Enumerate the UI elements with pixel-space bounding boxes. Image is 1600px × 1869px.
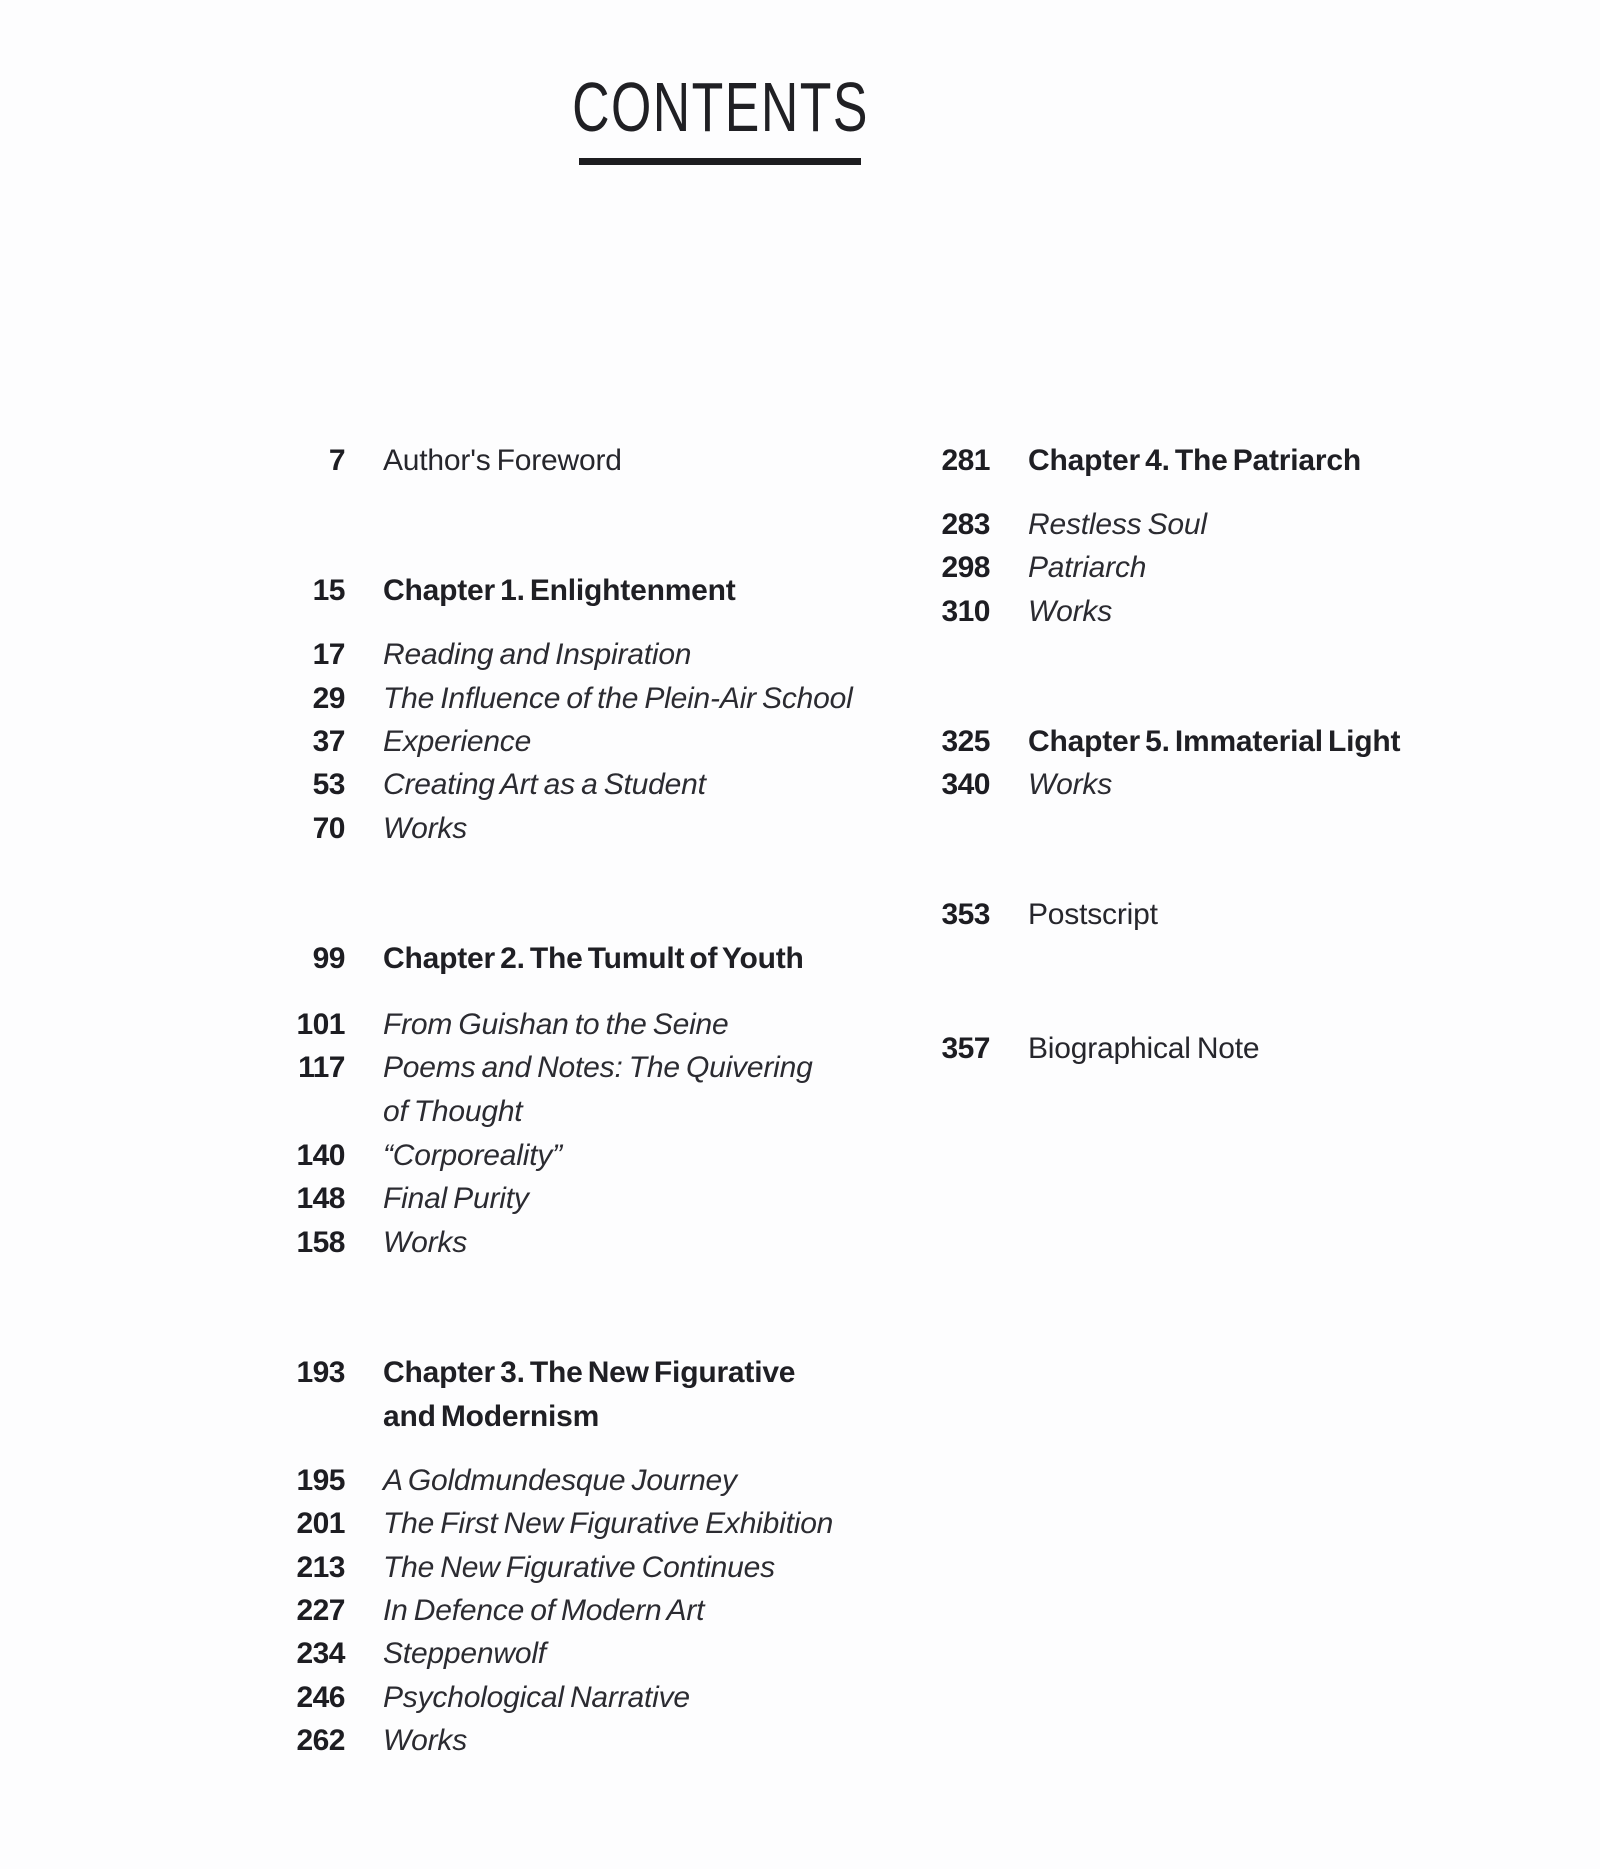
toc-page-number: 17 (312, 638, 345, 671)
toc-page-number: 281 (941, 444, 990, 477)
toc-entry-label: The First New Figurative Exhibition (383, 1507, 834, 1540)
title-underline (579, 158, 861, 165)
toc-entry (235, 638, 691, 672)
toc-entry-label (383, 1356, 795, 1434)
toc-entry (235, 725, 531, 759)
toc-page-number: 7 (328, 444, 345, 477)
toc-entry-label: Chapter 4. The Patriarch (1028, 444, 1361, 477)
toc-page-number: 158 (296, 1226, 345, 1259)
toc-page-number: 357 (941, 1032, 990, 1065)
toc-entry (235, 1637, 546, 1671)
toc-page-number: 298 (941, 551, 990, 584)
toc-entry-label: A Goldmundesque Journey (383, 1464, 737, 1497)
toc-entry-label: Works (1028, 768, 1112, 801)
toc-entry-label: Chapter 1. Enlightenment (383, 574, 736, 607)
toc-entry (880, 725, 1400, 759)
toc-entry-label: From Guishan to the Seine (383, 1008, 729, 1041)
toc-entry-label: “Corporeality” (383, 1139, 562, 1172)
toc-entry (235, 444, 622, 478)
title-block (0, 68, 1440, 165)
toc-entry-label: Creating Art as a Student (383, 768, 706, 801)
toc-page-number: 101 (296, 1008, 345, 1041)
toc-entry-label: Chapter 5. Immaterial Light (1028, 725, 1401, 758)
toc-entry (235, 1464, 737, 1498)
toc-entry (235, 1594, 704, 1628)
page-title: CONTENTS (571, 68, 869, 146)
toc-entry-label: Experience (383, 725, 532, 758)
toc-entry (880, 444, 1361, 478)
toc-entry (235, 942, 804, 976)
toc-page-number: 195 (296, 1464, 345, 1497)
toc-entry-label-line2: and Modernism (383, 1400, 600, 1433)
toc-entry-label: Biographical Note (1028, 1032, 1260, 1065)
toc-entry-label: The New Figurative Continues (383, 1551, 775, 1584)
toc-entry-label: Restless Soul (1028, 508, 1207, 541)
toc-entry (235, 1551, 775, 1585)
toc-page-number: 148 (296, 1182, 345, 1215)
toc-page-number: 201 (296, 1507, 345, 1540)
toc-entry (880, 768, 1112, 802)
toc-entry (235, 1182, 529, 1216)
toc-entry (235, 812, 467, 846)
toc-page-number: 99 (312, 942, 345, 975)
toc-entry (880, 595, 1112, 629)
toc-page-number: 15 (312, 574, 345, 607)
toc-entry-label: Works (1028, 595, 1112, 628)
toc-entry-label (383, 1051, 813, 1129)
toc-entry (235, 1226, 467, 1260)
toc-entry (235, 1724, 467, 1758)
toc-entry-label: Patriarch (1028, 551, 1147, 584)
toc-entry-label: The Influence of the Plein-Air School (383, 682, 853, 715)
toc-page-number: 227 (296, 1594, 345, 1627)
toc-entry (880, 898, 1158, 932)
toc-entry-label: Works (383, 1226, 467, 1259)
toc-page-number: 140 (296, 1139, 345, 1172)
toc-entry-label: Psychological Narrative (383, 1681, 690, 1714)
toc-entry (235, 1051, 813, 1129)
toc-page-number: 117 (298, 1051, 345, 1084)
toc-entry (235, 768, 706, 802)
toc-entry (880, 1032, 1259, 1066)
toc-page-number: 29 (312, 682, 345, 715)
toc-page-number: 325 (941, 725, 990, 758)
toc-entry (235, 1507, 833, 1541)
toc-entry (880, 508, 1207, 542)
toc-page-number: 193 (296, 1356, 345, 1389)
toc-entry (235, 1356, 795, 1434)
toc-entry-label: Author's Foreword (383, 444, 622, 477)
toc-entry-label: Reading and Inspiration (383, 638, 692, 671)
toc-entry-label-line1: Chapter 3. The New Figurative (383, 1356, 796, 1389)
toc-page-number: 70 (312, 812, 345, 845)
toc-page-number: 283 (941, 508, 990, 541)
toc-entry (235, 1008, 729, 1042)
toc-entry-label-line2: of Thought (383, 1095, 523, 1128)
toc-entry-label: Final Purity (383, 1182, 529, 1215)
toc-entry-label: Postscript (1028, 898, 1158, 931)
toc-page-number: 353 (941, 898, 990, 931)
toc-page-number: 53 (312, 768, 345, 801)
toc-entry-label: Steppenwolf (383, 1637, 546, 1670)
toc-page-number: 310 (941, 595, 990, 628)
toc-entry (235, 1139, 562, 1173)
toc-entry (235, 1681, 690, 1715)
toc-entry (880, 551, 1146, 585)
toc-entry (235, 682, 853, 716)
toc-page-number: 234 (296, 1637, 345, 1670)
toc-entry-label: Chapter 2. The Tumult of Youth (383, 942, 804, 975)
toc-entry-label: Works (383, 812, 467, 845)
toc-page-number: 213 (296, 1551, 345, 1584)
toc-page-number: 262 (296, 1724, 345, 1757)
toc-page-number: 37 (312, 725, 345, 758)
toc-page-number: 340 (941, 768, 990, 801)
toc-entry-label: Works (383, 1724, 467, 1757)
toc-entry-label: In Defence of Modern Art (383, 1594, 705, 1627)
toc-page-number: 246 (296, 1681, 345, 1714)
toc-entry (235, 574, 736, 608)
toc-entry-label-line1: Poems and Notes: The Quivering (383, 1051, 813, 1084)
